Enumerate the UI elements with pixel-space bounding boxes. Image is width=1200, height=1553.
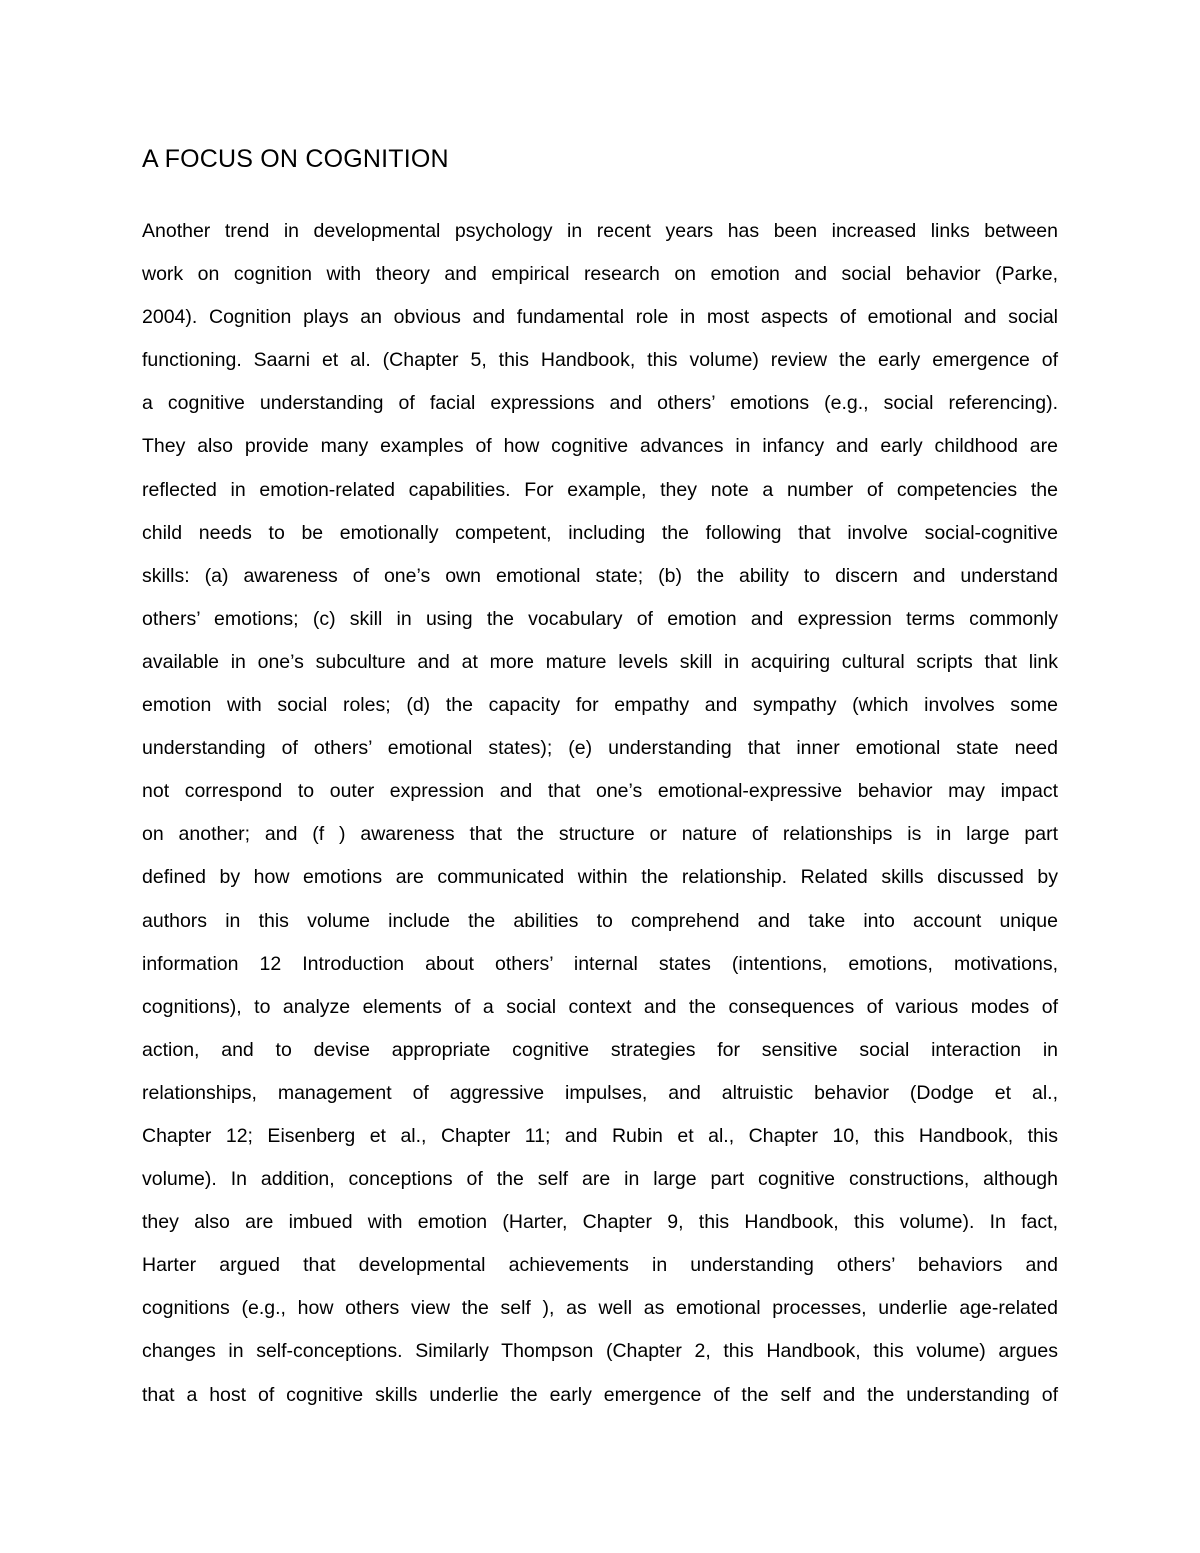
paragraph-line: they also are imbued with emotion (Harter, Chapter 9, this Handbook, this volume). In fact, [142, 1211, 1058, 1234]
paragraph-line: information 12 Introduction about others’ internal states (intentions, emotions, motivations, [142, 952, 1058, 975]
paragraph-line: Harter argued that developmental achievements in understanding others’ behaviors and [142, 1254, 1058, 1277]
paragraph-line: work on cognition with theory and empirical research on emotion and social behavior (Parke, [142, 263, 1058, 286]
paragraph-line: understanding of others’ emotional states); (e) understanding that inner emotional state need [142, 737, 1058, 760]
paragraph-line: defined by how emotions are communicated within the relationship. Related skills discussed by [142, 866, 1058, 889]
section-heading: A FOCUS ON COGNITION [142, 145, 449, 173]
paragraph-line: emotion with social roles; (d) the capacity for empathy and sympathy (which involves some [142, 694, 1058, 717]
paragraph-line: cognitions (e.g., how others view the self ), as well as emotional processes, underlie age-related [142, 1297, 1058, 1320]
body-paragraph [142, 213, 1058, 1420]
paragraph-line: 2004). Cognition plays an obvious and fundamental role in most aspects of emotional and social [142, 306, 1058, 329]
paragraph-line: action, and to devise appropriate cognitive strategies for sensitive social interaction in [142, 1038, 1058, 1061]
paragraph-line: others’ emotions; (c) skill in using the vocabulary of emotion and expression terms commonly [142, 607, 1058, 630]
paragraph-line: reflected in emotion-related capabilities. For example, they note a number of competencies the [142, 478, 1058, 501]
paragraph-line: changes in self-conceptions. Similarly Thompson (Chapter 2, this Handbook, this volume) argues [142, 1340, 1058, 1363]
paragraph-line: Chapter 12; Eisenberg et al., Chapter 11; and Rubin et al., Chapter 10, this Handbook, this [142, 1124, 1058, 1147]
paragraph-line: cognitions), to analyze elements of a social context and the consequences of various modes of [142, 995, 1058, 1018]
paragraph-line: on another; and (f ) awareness that the structure or nature of relationships is in large part [142, 823, 1058, 846]
paragraph-line: functioning. Saarni et al. (Chapter 5, this Handbook, this volume) review the early emergence of [142, 349, 1058, 372]
paragraph-line: relationships, management of aggressive impulses, and altruistic behavior (Dodge et al., [142, 1081, 1058, 1104]
paragraph-line: They also provide many examples of how cognitive advances in infancy and early childhood are [142, 435, 1058, 458]
paragraph-line: not correspond to outer expression and that one’s emotional-expressive behavior may impact [142, 780, 1058, 803]
paragraph-line: volume). In addition, conceptions of the self are in large part cognitive constructions, although [142, 1168, 1058, 1191]
paragraph-line: child needs to be emotionally competent, including the following that involve social-cognitive [142, 521, 1058, 544]
paragraph-line: that a host of cognitive skills underlie the early emergence of the self and the understanding of [142, 1383, 1058, 1406]
paragraph-line: a cognitive understanding of facial expressions and others’ emotions (e.g., social referencing). [142, 392, 1058, 415]
paragraph-line: available in one’s subculture and at more mature levels skill in acquiring cultural scripts that link [142, 650, 1058, 673]
paragraph-line: Another trend in developmental psychology in recent years has been increased links between [142, 220, 1058, 242]
paragraph-line: skills: (a) awareness of one’s own emotional state; (b) the ability to discern and understand [142, 564, 1058, 587]
paragraph-line: authors in this volume include the abilities to comprehend and take into account unique [142, 909, 1058, 932]
